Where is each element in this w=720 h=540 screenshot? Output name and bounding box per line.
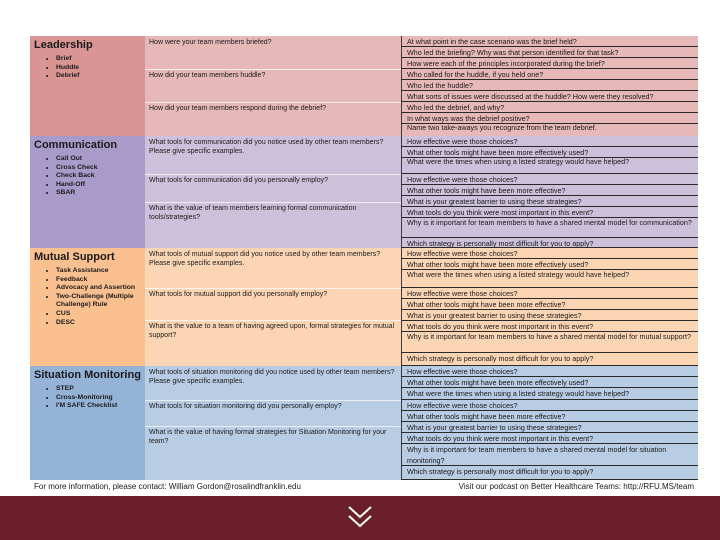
tool-item: • Huddle [56,64,141,73]
question-cell: What tools for mutual support did you personally employ? [149,291,328,298]
bottom-bar [0,496,720,540]
tool-item: • Check Back [56,172,141,181]
followup-item: Who led the briefing? Why was that person identified for that task? [401,47,698,58]
followup-item: What were the times when using a listed strategy would have helped? [401,388,698,400]
followup-item: How effective were those choices? [401,288,698,299]
chevron-double-down-icon[interactable] [345,504,375,530]
contact-text: For more information, please contact: William Gordon@rosalindfranklin.edu [34,482,301,491]
question-cell: How did your team members respond during the debrief? [149,105,327,112]
followup-item: Why is it important for team members to have a shared mental model for situation monitoring? [401,444,698,466]
followup-list [401,136,698,248]
question-cell: What is the value of having formal strategies for Situation Monitoring for your team? [149,429,387,445]
followup-item: Who called for the huddle, if you held one? [401,69,698,80]
followup-item: How effective were those choices? [401,400,698,411]
followup-item: What other tools might have been more effectively used? [401,377,698,388]
section-title: Communication [34,139,118,151]
followup-item: What were the times when using a listed strategy would have helped? [401,270,698,288]
tool-item: • Task Assistance [56,267,141,276]
tool-item: • STEP [56,385,141,394]
question-cell: What tools of mutual support did you notice used by other team members? Please give specific examples. [149,251,381,267]
followup-item: How effective were those choices? [401,248,698,259]
section-communication [30,136,698,248]
question-cell: What tools for situation monitoring did you personally employ? [149,403,342,410]
followup-item: In what ways was the debrief positive? [401,113,698,124]
tool-item: • Cross Check [56,164,141,173]
tool-item: • Cross-Monitoring [56,394,141,403]
tool-item: • SBAR [56,189,141,198]
followup-list [401,36,698,136]
followup-item: What is your greatest barrier to using these strategies? [401,196,698,207]
followup-item: What other tools might have been more effective? [401,299,698,310]
tool-item: • Feedback [56,276,141,285]
tool-list [34,385,141,411]
tool-list [34,55,141,81]
section-mutual-support [30,248,698,366]
followup-item: What is your greatest barrier to using these strategies? [401,422,698,433]
section-name-cell [30,36,145,136]
tool-item: • Brief [56,55,141,64]
followup-item: How effective were those choices? [401,174,698,185]
followup-item: How effective were those choices? [401,366,698,377]
followup-item: How effective were those choices? [401,136,698,147]
followup-item: Who led the huddle? [401,80,698,91]
followup-item: What other tools might have been more effectively used? [401,259,698,270]
section-situation-monitoring [30,366,698,480]
followup-item: What other tools might have been more effective? [401,185,698,196]
followup-item: What sorts of issues were discussed at the huddle? How were they resolved? [401,91,698,102]
tool-item: • Call Out [56,155,141,164]
question-cell: What is the value to a team of having agreed upon, formal strategies for mutual support? [149,323,395,339]
tool-item: • CUS [56,310,141,319]
podcast-text: Visit our podcast on Better Healthcare Teams: http://RFU.MS/team [458,482,694,491]
followup-item: Which strategy is personally most difficult for you to apply? [401,353,698,366]
followup-item: What other tools might have been more effective? [401,411,698,422]
section-name-cell [30,136,145,248]
followup-item: Name two take-aways you recognize from the team debrief. [401,124,698,140]
section-title: Leadership [34,39,93,51]
followup-item: Why is it important for team members to have a shared mental model for mutual support? [401,332,698,353]
question-cell: What is the value of team members learning formal communication tools/strategies? [149,205,357,221]
tool-list [34,155,141,198]
followup-item: What is your greatest barrier to using these strategies? [401,310,698,321]
question-cell: What tools for communication did you personally employ? [149,177,328,184]
section-title: Mutual Support [34,251,115,263]
followup-item: At what point in the case scenario was the brief held? [401,36,698,47]
section-name-cell [30,248,145,366]
followup-item: Which strategy is personally most difficult for you to apply? [401,466,698,480]
tool-item: • I'M SAFE Checklist [56,402,141,411]
followup-list [401,248,698,366]
followup-item: What were the times when using a listed strategy would have helped? [401,158,698,174]
tool-list [34,267,141,327]
question-cell: What tools for communication did you notice used by other team members? Please give specific examples. [149,139,384,155]
tool-item: • Hand-Off [56,181,141,190]
question-cell: How did your team members huddle? [149,72,266,79]
tool-item: • DESC [56,319,141,328]
tool-item: • Two-Challenge (Multiple Challenge) Rule [56,293,141,310]
followup-item: Who led the debrief, and why? [401,102,698,113]
followup-item: What tools do you think were most important in this event? [401,433,698,444]
followup-item: Which strategy is personally most difficult for you to apply? [401,238,698,248]
section-leadership [30,36,698,136]
footer [30,480,698,494]
followup-item: What other tools might have been more effectively used? [401,147,698,158]
section-name-cell [30,366,145,480]
followup-item: What tools do you think were most important in this event? [401,207,698,218]
question-cell: How were your team members briefed? [149,39,272,46]
tool-item: • Advocacy and Assertion [56,284,141,293]
question-cell: What tools of situation monitoring did you notice used by other team members? Please give specific examples. [149,369,395,385]
tool-item: • Debrief [56,72,141,81]
debrief-guide-table [30,36,698,480]
followup-list [401,366,698,480]
followup-item: Why is it important for team members to have a shared mental model for communication? [401,218,698,238]
followup-item: What tools do you think were most important in this event? [401,321,698,332]
section-title: Situation Monitoring [34,369,141,381]
followup-item: How were each of the principles incorporated during the brief? [401,58,698,69]
